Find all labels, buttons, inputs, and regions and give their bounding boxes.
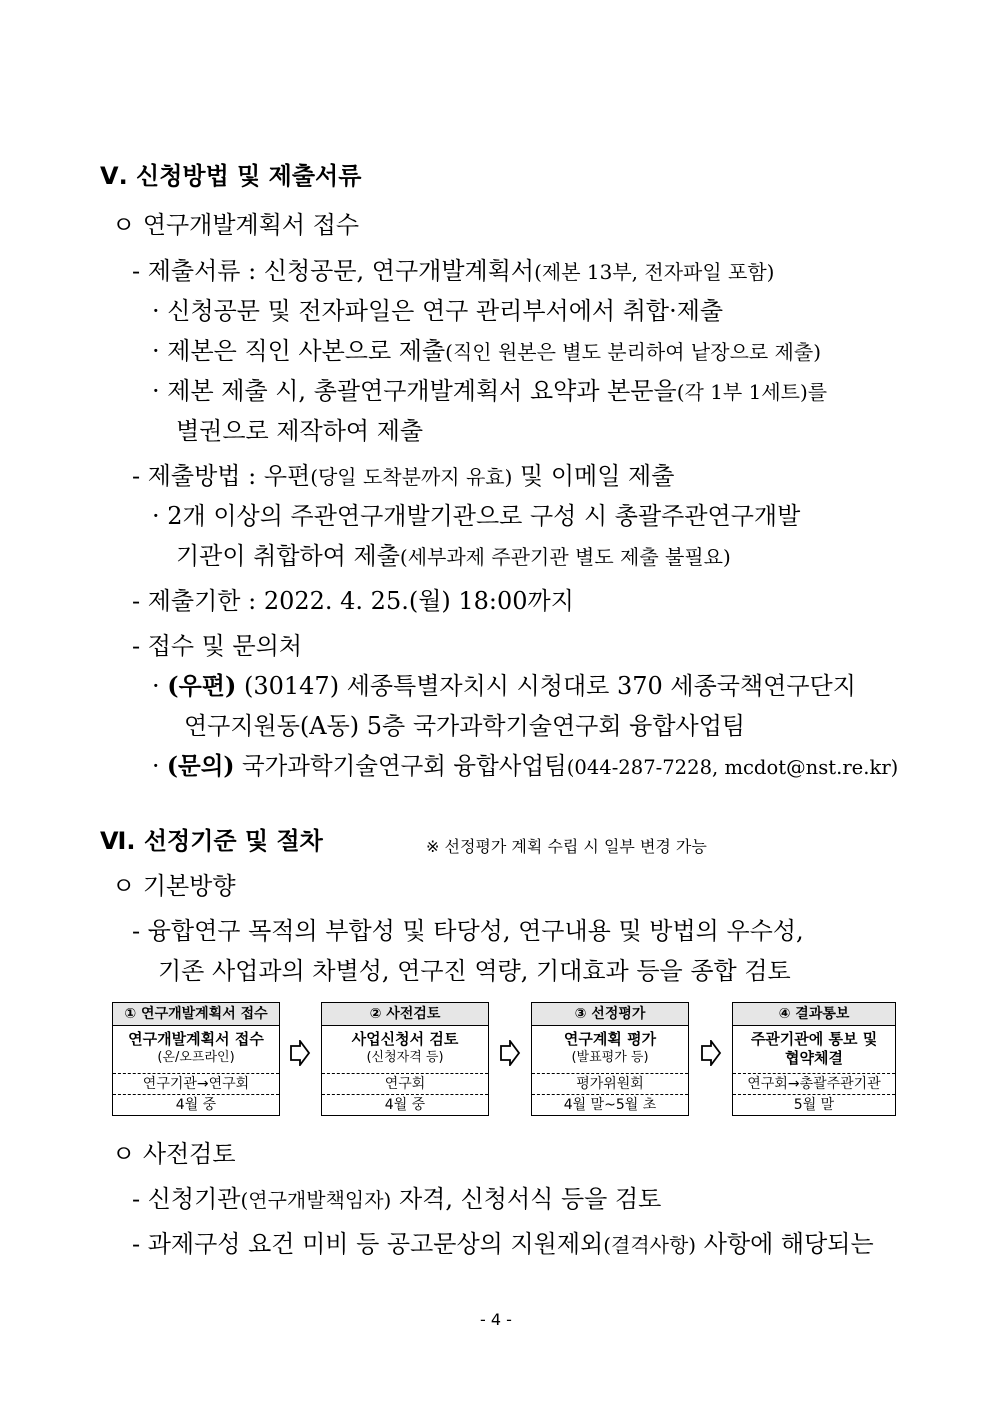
contact-item: - 접수 및 문의처 [132,632,303,660]
step-when: 5월 말 [733,1094,895,1115]
section-6-title: Ⅵ. 선정기준 및 절차 [100,827,323,855]
step-who: 연구회 [322,1073,488,1094]
method-dot-1: · 2개 이상의 주관연구개발기관으로 구성 시 총괄주관연구개발 [152,502,801,530]
step-4-box [732,1002,896,1116]
method-dot-1-cont: 기관이 취합하여 제출(세부과제 주관기관 별도 제출 불필요) [176,542,731,570]
step-sub: (신청자격 등) [366,1050,444,1065]
step-sub: (온/오프라인) [157,1050,235,1065]
section-5-title: Ⅴ. 신청방법 및 제출서류 [100,162,362,190]
deadline-item: - 제출기한 : 2022. 4. 25.(월) 18:00까지 [132,587,574,615]
basic-direction-text-cont: 기존 사업과의 차별성, 연구진 역량, 기대효과 등을 종합 검토 [158,957,791,985]
step-main: 연구계획 평가 [563,1030,657,1048]
step-when: 4월 말~5월 초 [532,1094,688,1115]
arrow-right-icon [499,1040,521,1066]
post-address-cont: 연구지원동(A동) 5층 국가과학기술연구회 융합사업팀 [184,712,746,740]
step-header: ① 연구개발계획서 접수 [113,1003,279,1026]
docs-dot-3-cont: 별권으로 제작하여 제출 [176,417,424,445]
pre-review-item-1: - 신청기관(연구개발책임자) 자격, 신청서식 등을 검토 [132,1185,662,1213]
docs-dot-2: · 제본은 직인 사본으로 제출(직인 원본은 별도 분리하여 낱장으로 제출) [152,337,822,365]
step-2-box [321,1002,489,1116]
step-main: 주관기관에 통보 및 [750,1030,878,1048]
arrow-right-icon [289,1040,311,1066]
step-sub: (발표평가 등) [571,1050,649,1065]
selection-process-flow [112,1002,896,1118]
step-3-box [531,1002,689,1116]
pre-review-heading: ㅇ 사전검토 [112,1140,236,1168]
step-header: ② 사전검토 [322,1003,488,1026]
step-main: 사업신청서 검토 [351,1030,459,1048]
step-who: 평가위원회 [532,1073,688,1094]
docs-dot-1: · 신청공문 및 전자파일은 연구 관리부서에서 취합·제출 [152,297,724,325]
step-who: 연구회→총괄주관기관 [733,1073,895,1094]
step-sub: 협약체결 [785,1049,843,1067]
docs-dot-3: · 제본 제출 시, 총괄연구개발계획서 요약과 본문을(각 1부 1세트)를 [152,377,828,405]
step-header: ③ 선정평가 [532,1003,688,1026]
step-who: 연구기관→연구회 [113,1073,279,1094]
inquiry: · (문의) 국가과학기술연구회 융합사업팀(044-287-7228, mcdot@nst.re.kr) [152,751,899,780]
basic-direction-text: - 융합연구 목적의 부합성 및 타당성, 연구내용 및 방법의 우수성, [132,917,804,945]
docs-item: - 제출서류 : 신청공문, 연구개발계획서(제본 13부, 전자파일 포함) [132,257,775,285]
step-1-box [112,1002,280,1116]
step-when: 4월 중 [113,1094,279,1115]
section-5-sub-heading: ㅇ 연구개발계획서 접수 [112,211,360,239]
post-address: · (우편) (30147) 세종특별자치시 시청대로 370 세종국책연구단지 [152,671,856,700]
section-6-note: ※ 선정평가 계획 수립 시 일부 변경 가능 [426,837,707,856]
method-item: - 제출방법 : 우편(당일 도착분까지 유효) 및 이메일 제출 [132,462,675,490]
pre-review-item-2: - 과제구성 요건 미비 등 공고문상의 지원제외(결격사항) 사항에 해당되는 [132,1230,874,1258]
step-when: 4월 중 [322,1094,488,1115]
step-main: 연구개발계획서 접수 [128,1030,264,1048]
step-header: ④ 결과통보 [733,1003,895,1026]
page-number: - 4 - [480,1310,512,1329]
arrow-right-icon [700,1040,722,1066]
basic-direction-heading: ㅇ 기본방향 [112,872,236,900]
